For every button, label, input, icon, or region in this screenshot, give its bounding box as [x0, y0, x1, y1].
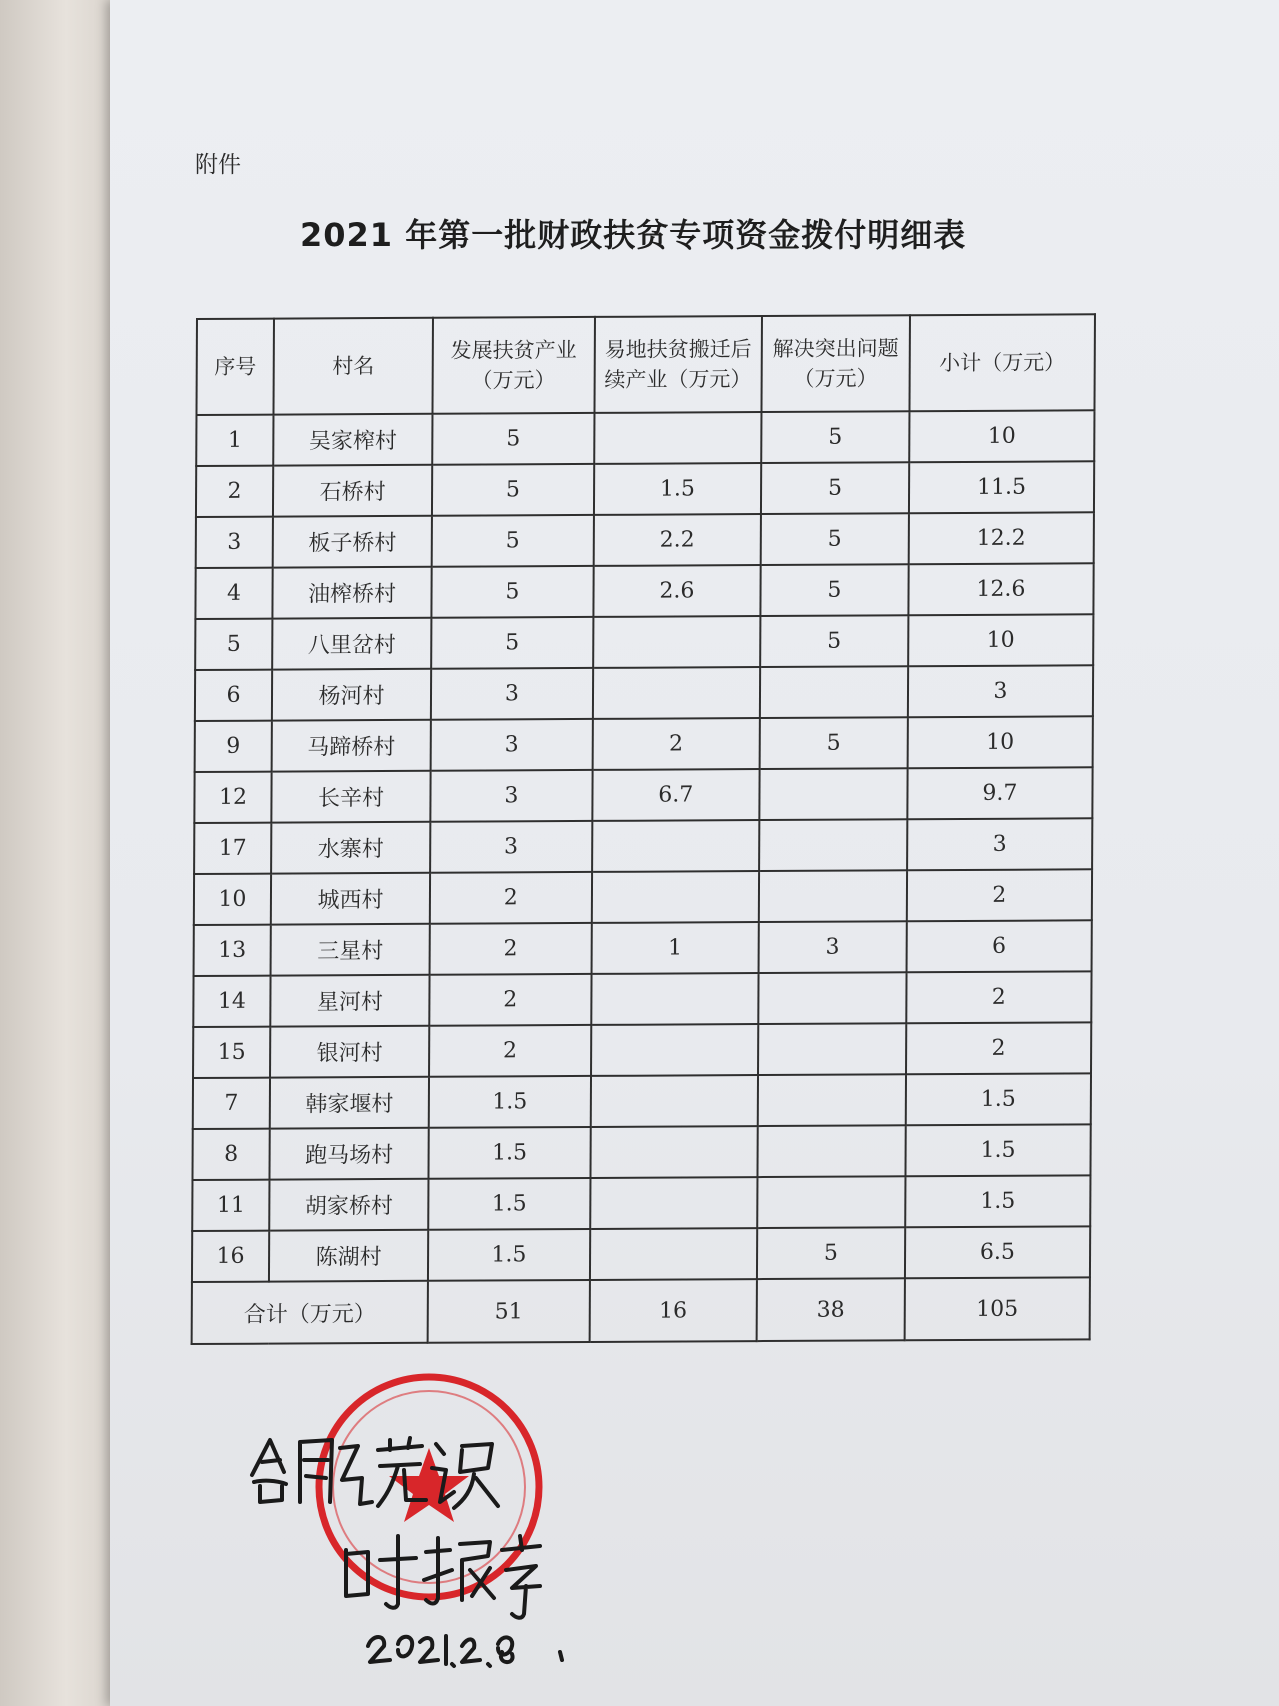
cell-problems [759, 870, 907, 922]
cell-relocation [591, 973, 759, 1025]
cell-no: 3 [196, 517, 273, 568]
cell-problems [760, 666, 908, 718]
cell-village: 吴家榨村 [273, 414, 432, 466]
cell-village: 板子桥村 [273, 516, 432, 568]
table-row [195, 716, 1093, 772]
table-row [193, 971, 1091, 1027]
cell-village: 三星村 [271, 924, 430, 976]
total-row [192, 1277, 1090, 1344]
cell-village: 石桥村 [273, 465, 432, 517]
cell-no: 7 [193, 1078, 270, 1129]
cell-relocation [593, 667, 761, 719]
table-header-row [196, 314, 1094, 415]
header-village: 村名 [273, 318, 433, 415]
cell-village: 城西村 [271, 873, 430, 925]
cell-relocation [590, 1075, 758, 1127]
cell-no: 1 [196, 415, 273, 466]
cell-problems: 5 [757, 1227, 905, 1279]
cell-industry: 2 [430, 872, 592, 924]
cell-village: 杨河村 [272, 669, 431, 721]
table-row [192, 1124, 1090, 1180]
cell-no: 2 [196, 466, 273, 517]
total-label: 合计（万元） [192, 1281, 428, 1344]
cell-problems [759, 768, 907, 820]
cell-industry: 1.5 [429, 1076, 591, 1128]
cell-subtotal: 1.5 [905, 1124, 1090, 1176]
cell-industry: 5 [431, 617, 593, 669]
cell-village: 跑马场村 [269, 1128, 428, 1180]
table-row [193, 1073, 1091, 1129]
total-industry: 51 [428, 1280, 590, 1343]
cell-industry: 5 [432, 413, 594, 465]
cell-village: 水寨村 [271, 822, 430, 874]
cell-no: 15 [193, 1027, 270, 1078]
cell-problems: 5 [761, 462, 909, 514]
cell-subtotal: 10 [907, 716, 1092, 768]
cell-subtotal: 1.5 [906, 1073, 1091, 1125]
cell-village: 油榨桥村 [272, 567, 431, 619]
cell-industry: 3 [430, 770, 592, 822]
cell-industry: 5 [432, 566, 594, 618]
header-no: 序号 [196, 319, 274, 415]
cell-problems: 5 [761, 513, 909, 565]
cell-relocation: 6.7 [592, 769, 760, 821]
cell-problems: 5 [760, 564, 908, 616]
book-page-edge [0, 0, 120, 1706]
cell-problems: 5 [761, 411, 909, 463]
cell-subtotal: 9.7 [907, 767, 1092, 819]
cell-village: 韩家堰村 [270, 1077, 429, 1129]
header-subtotal: 小计（万元） [909, 314, 1095, 411]
total-relocation: 16 [589, 1279, 757, 1342]
table-row [194, 767, 1092, 823]
cell-no: 12 [194, 772, 271, 823]
cell-village: 马蹄桥村 [272, 720, 431, 772]
cell-relocation: 2.2 [593, 514, 761, 566]
cell-village: 星河村 [270, 975, 429, 1027]
cell-subtotal: 6 [906, 920, 1091, 972]
cell-relocation [590, 1126, 758, 1178]
header-relocation: 易地扶贫搬迁后续产业（万元） [594, 316, 762, 413]
table-row [194, 869, 1092, 925]
cell-relocation [593, 616, 761, 668]
cell-industry: 2 [430, 923, 592, 975]
allocation-table [191, 313, 1096, 1345]
table-row [195, 563, 1093, 619]
cell-problems [757, 1176, 905, 1228]
cell-relocation [594, 412, 762, 464]
cell-village: 八里岔村 [272, 618, 431, 670]
handwritten-signature [240, 1420, 600, 1670]
cell-problems: 5 [760, 717, 908, 769]
table-row [196, 461, 1094, 517]
cell-relocation [592, 820, 760, 872]
cell-subtotal: 10 [908, 614, 1093, 666]
table-row [195, 614, 1093, 670]
allocation-table-container [191, 313, 1096, 1345]
cell-subtotal: 10 [909, 410, 1094, 462]
cell-industry: 1.5 [429, 1127, 591, 1179]
cell-subtotal: 6.5 [905, 1226, 1090, 1278]
cell-subtotal: 11.5 [909, 461, 1094, 513]
cell-no: 17 [194, 823, 271, 874]
cell-relocation [591, 871, 759, 923]
cell-subtotal: 12.2 [908, 512, 1093, 564]
table-row [194, 920, 1092, 976]
cell-no: 11 [192, 1180, 269, 1231]
cell-industry: 5 [432, 464, 594, 516]
header-industry: 发展扶贫产业（万元） [433, 317, 595, 414]
cell-village: 长辛村 [271, 771, 430, 823]
table-row [196, 512, 1094, 568]
cell-subtotal: 3 [907, 818, 1092, 870]
cell-no: 6 [195, 670, 272, 721]
cell-problems [758, 1074, 906, 1126]
cell-relocation: 2 [592, 718, 760, 770]
cell-subtotal: 2 [906, 1022, 1091, 1074]
cell-relocation [590, 1228, 758, 1280]
table-row [192, 1175, 1090, 1231]
table-body [192, 410, 1095, 1282]
cell-village: 胡家桥村 [269, 1179, 428, 1231]
cell-problems [757, 1125, 905, 1177]
table-row [195, 665, 1093, 721]
table-row [194, 818, 1092, 874]
cell-no: 9 [195, 721, 272, 772]
table-row [196, 410, 1094, 466]
cell-industry: 5 [432, 515, 594, 567]
cell-industry: 2 [429, 1025, 591, 1077]
cell-subtotal: 3 [908, 665, 1093, 717]
cell-subtotal: 2 [906, 971, 1091, 1023]
cell-relocation: 1 [591, 922, 759, 974]
cell-subtotal: 12.6 [908, 563, 1093, 615]
cell-relocation: 2.6 [593, 565, 761, 617]
total-subtotal: 105 [904, 1277, 1090, 1340]
header-problems: 解决突出问题（万元） [761, 315, 909, 412]
cell-problems [759, 819, 907, 871]
cell-no: 5 [195, 619, 272, 670]
annex-label: 附件 [195, 152, 241, 178]
cell-industry: 3 [431, 668, 593, 720]
cell-industry: 3 [431, 719, 593, 771]
cell-industry: 1.5 [428, 1229, 590, 1281]
cell-industry: 2 [429, 974, 591, 1026]
cell-problems: 5 [760, 615, 908, 667]
cell-village: 银河村 [270, 1026, 429, 1078]
cell-subtotal: 2 [907, 869, 1092, 921]
page-title: 2021 年第一批财政扶贫专项资金拨付明细表 [300, 216, 967, 254]
table-row [192, 1226, 1090, 1282]
table-row [193, 1022, 1091, 1078]
cell-no: 4 [195, 568, 272, 619]
cell-industry: 1.5 [428, 1178, 590, 1230]
cell-problems: 3 [759, 921, 907, 973]
cell-relocation [590, 1177, 758, 1229]
cell-village: 陈湖村 [269, 1230, 428, 1282]
cell-no: 8 [192, 1129, 269, 1180]
cell-relocation: 1.5 [594, 463, 762, 515]
cell-no: 10 [194, 874, 271, 925]
cell-no: 14 [193, 976, 270, 1027]
cell-problems [758, 972, 906, 1024]
total-problems: 38 [757, 1278, 905, 1341]
cell-problems [758, 1023, 906, 1075]
cell-no: 13 [194, 925, 271, 976]
cell-no: 16 [192, 1231, 269, 1282]
cell-industry: 3 [430, 821, 592, 873]
cell-relocation [591, 1024, 759, 1076]
cell-subtotal: 1.5 [905, 1175, 1090, 1227]
